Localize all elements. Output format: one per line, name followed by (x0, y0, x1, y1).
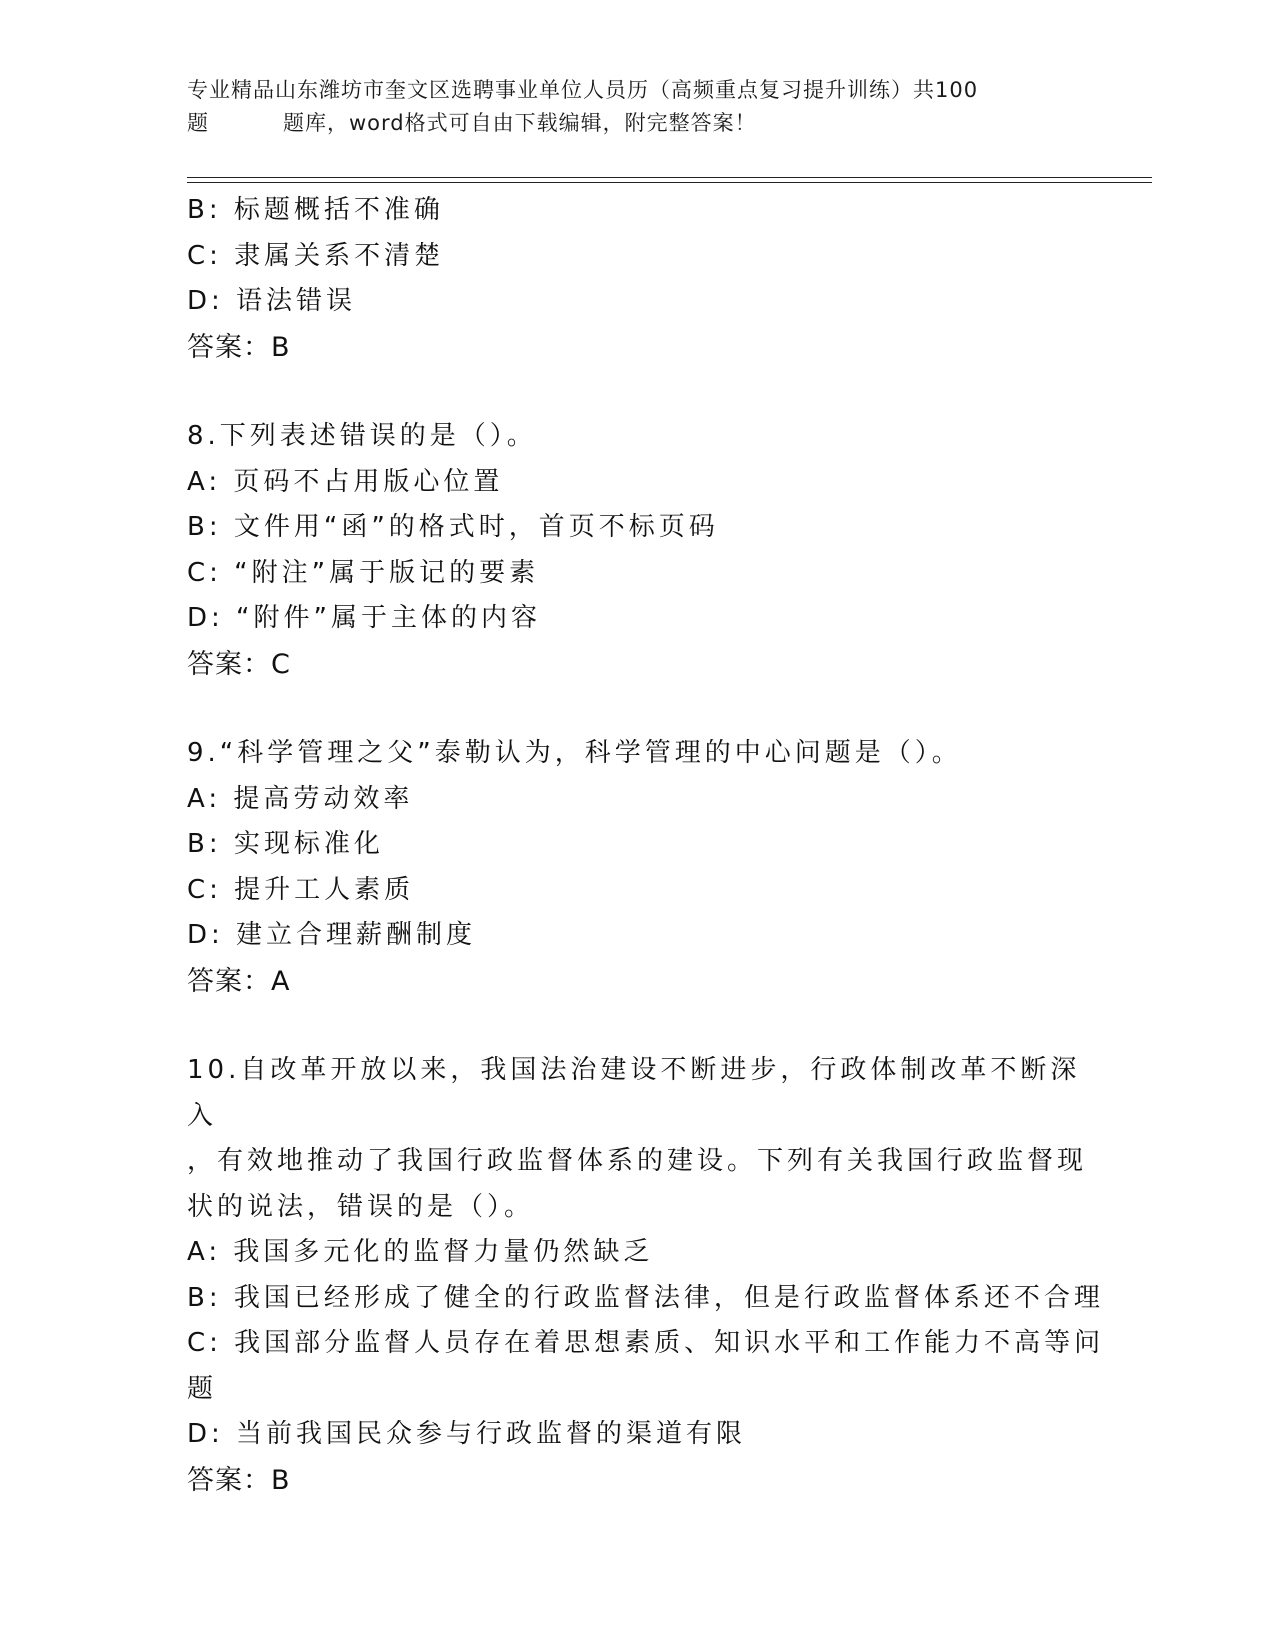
option-d: D: “附件”属于主体的内容 (187, 603, 541, 633)
question-stem-line-1: 10.自改革开放以来，我国法治建设不断进步，行政体制改革不断深入 (187, 1055, 1081, 1131)
option-b: B: 文件用“函”的格式时，首页不标页码 (187, 512, 719, 542)
header-divider-top (187, 177, 1152, 178)
question-content (187, 188, 1105, 1503)
question-stem-line-2: ，有效地推动了我国行政监督体系的建设。下列有关我国行政监督现 (187, 1146, 1088, 1176)
question-7-continued (187, 188, 1087, 370)
answer-line: 答案：B (187, 331, 291, 363)
answer-line: 答案：C (187, 648, 291, 680)
question-9 (187, 731, 1087, 1004)
option-c: C: “附注”属于版记的要素 (187, 557, 540, 588)
answer-line: 答案：A (187, 965, 291, 997)
question-stem: 8.下列表述错误的是（）。 (187, 421, 537, 451)
header-subtitle: 题库，word格式可自由下载编辑，附完整答案！ (283, 111, 757, 135)
question-stem: 9.“科学管理之父”泰勒认为，科学管理的中心问题是（）。 (187, 738, 962, 768)
header-title-fragment: 题 (187, 111, 209, 135)
header-title-line-1: 专业精品山东潍坊市奎文区选聘事业单位人员历（高频重点复习提升训练）共100 (187, 78, 979, 102)
option-c: C: 我国部分监督人员存在着思想素质、知识水平和工作能力不高等问 (187, 1328, 1105, 1358)
header-divider-bottom (187, 182, 1152, 183)
option-d: D: 建立合理薪酬制度 (187, 920, 477, 950)
question-8 (187, 414, 1087, 687)
option-d: D: 语法错误 (187, 286, 357, 316)
option-c: C: 隶属关系不清楚 (187, 240, 445, 271)
page-header (187, 74, 1087, 140)
option-b: B: 标题概括不准确 (187, 195, 444, 225)
option-d: D: 当前我国民众参与行政监督的渠道有限 (187, 1419, 747, 1449)
option-a: A: 提高劳动效率 (187, 783, 414, 814)
option-a: A: 页码不占用版心位置 (187, 466, 504, 497)
answer-line: 答案：B (187, 1464, 291, 1496)
header-title-line-2 (187, 107, 1087, 140)
option-c-continued: 题 (187, 1373, 218, 1404)
option-a: A: 我国多元化的监督力量仍然缺乏 (187, 1237, 654, 1267)
option-b: B: 实现标准化 (187, 829, 384, 859)
question-stem-line-3: 状的说法，错误的是（）。 (187, 1191, 535, 1222)
option-b: B: 我国已经形成了健全的行政监督法律，但是行政监督体系还不合理 (187, 1282, 1104, 1313)
option-c: C: 提升工人素质 (187, 874, 415, 905)
question-10 (187, 1048, 1105, 1503)
